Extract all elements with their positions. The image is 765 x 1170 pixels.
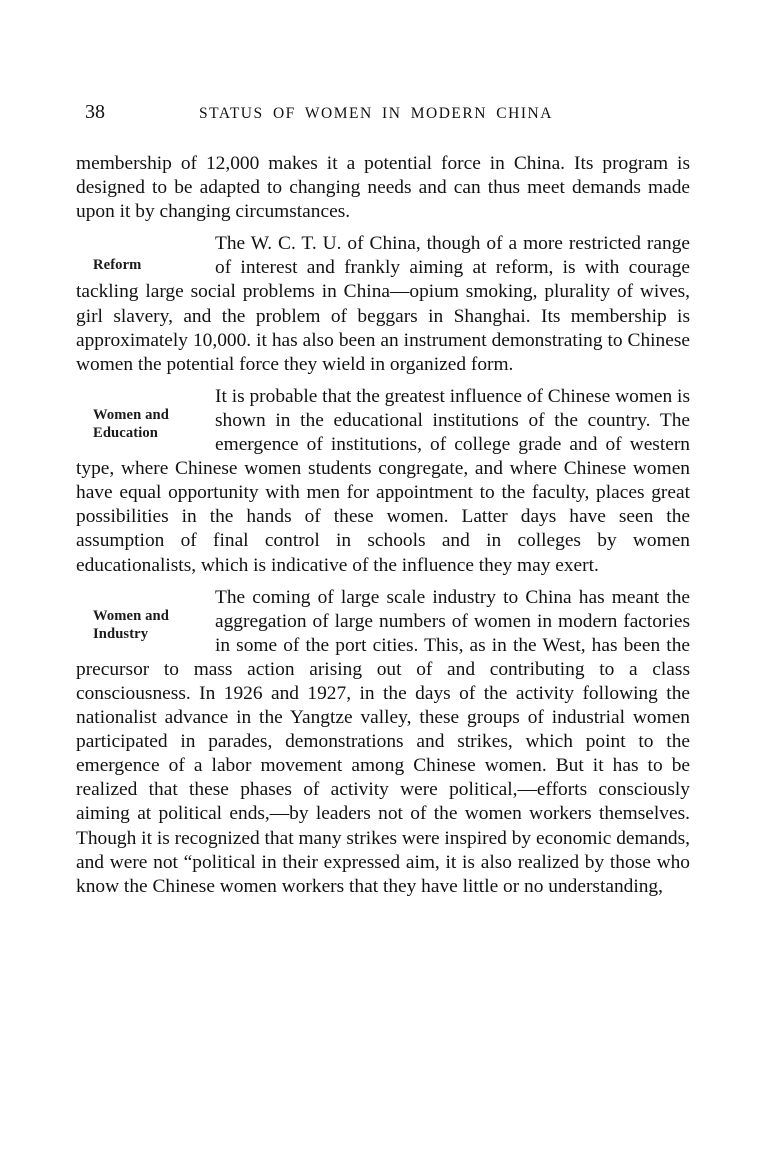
running-head	[0, 100, 765, 124]
sidenote-line: Industry	[93, 626, 149, 643]
paragraph-4	[76, 586, 690, 899]
page-number: 38	[85, 101, 105, 123]
paragraph-text: membership of 12,000 makes it a potential force in China. Its program is designed to be adapted to changing needs and can thus meet demands made upon it by changing circumstances.	[76, 153, 690, 223]
running-head-title: STATUS OF WOMEN IN MODERN CHINA	[199, 105, 553, 122]
paragraph-text: It is probable that the greatest influence of Chinese women is shown in the educational institutions of the country. The emergence of institutions, of college grade and of western type, where Chinese women students congregate, and where Chinese women have equal opportunity with men for appointment to the faculty, places great possibilities in the hands of these women. Latter days have seen the assumption of final control in schools and in colleges by women educationalists, which is indicative of the influence they may exert.	[76, 385, 690, 576]
sidenote-women-and-education	[93, 406, 221, 443]
sidenote-women-and-industry	[93, 607, 221, 644]
sidenote-line: Reform	[93, 257, 142, 274]
paragraph-text: The W. C. T. U. of China, though of a more restricted range of interest and frankly aiming at reform, is with courage tackling large social problems in China—opium smoking, plurality of wives, girl slavery, and the problem of beggars in Shanghai. Its membership is approximately 10,000. it has also been an instrument demonstrating to Chinese women the potential force they wield in organized form.	[76, 233, 690, 375]
paragraph-3	[76, 385, 690, 578]
paragraph-2	[76, 232, 690, 377]
paragraph-text: The coming of large scale industry to China has meant the aggregation of large numbers of women in modern factories in some of the port cities. This, as in the West, has been the precursor to mass action arising out of and contributing to a class consciousness. In 1926 and 1927, in the days of the activity following the nationalist advance in the Yangtze valley, these groups of industrial women participated in parades, demonstrations and strikes, which point to the emergence of a labor movement among Chinese women. But it has to be realized that these phases of activity were political,—efforts consciously aiming at political ends,—by leaders not of the women workers themselves. Though it is recognized that many strikes were inspired by economic demands, and were not “political in their expressed aim, it is also realized by those who know the Chinese women workers that they have little or no understanding,	[76, 586, 690, 897]
sidenote-reform	[93, 256, 221, 275]
paragraph-1	[76, 152, 690, 224]
sidenote-line: Women and	[93, 406, 169, 423]
sidenote-line: Education	[93, 425, 158, 442]
sidenote-line: Women and	[93, 607, 169, 624]
body-text-column	[76, 152, 690, 899]
